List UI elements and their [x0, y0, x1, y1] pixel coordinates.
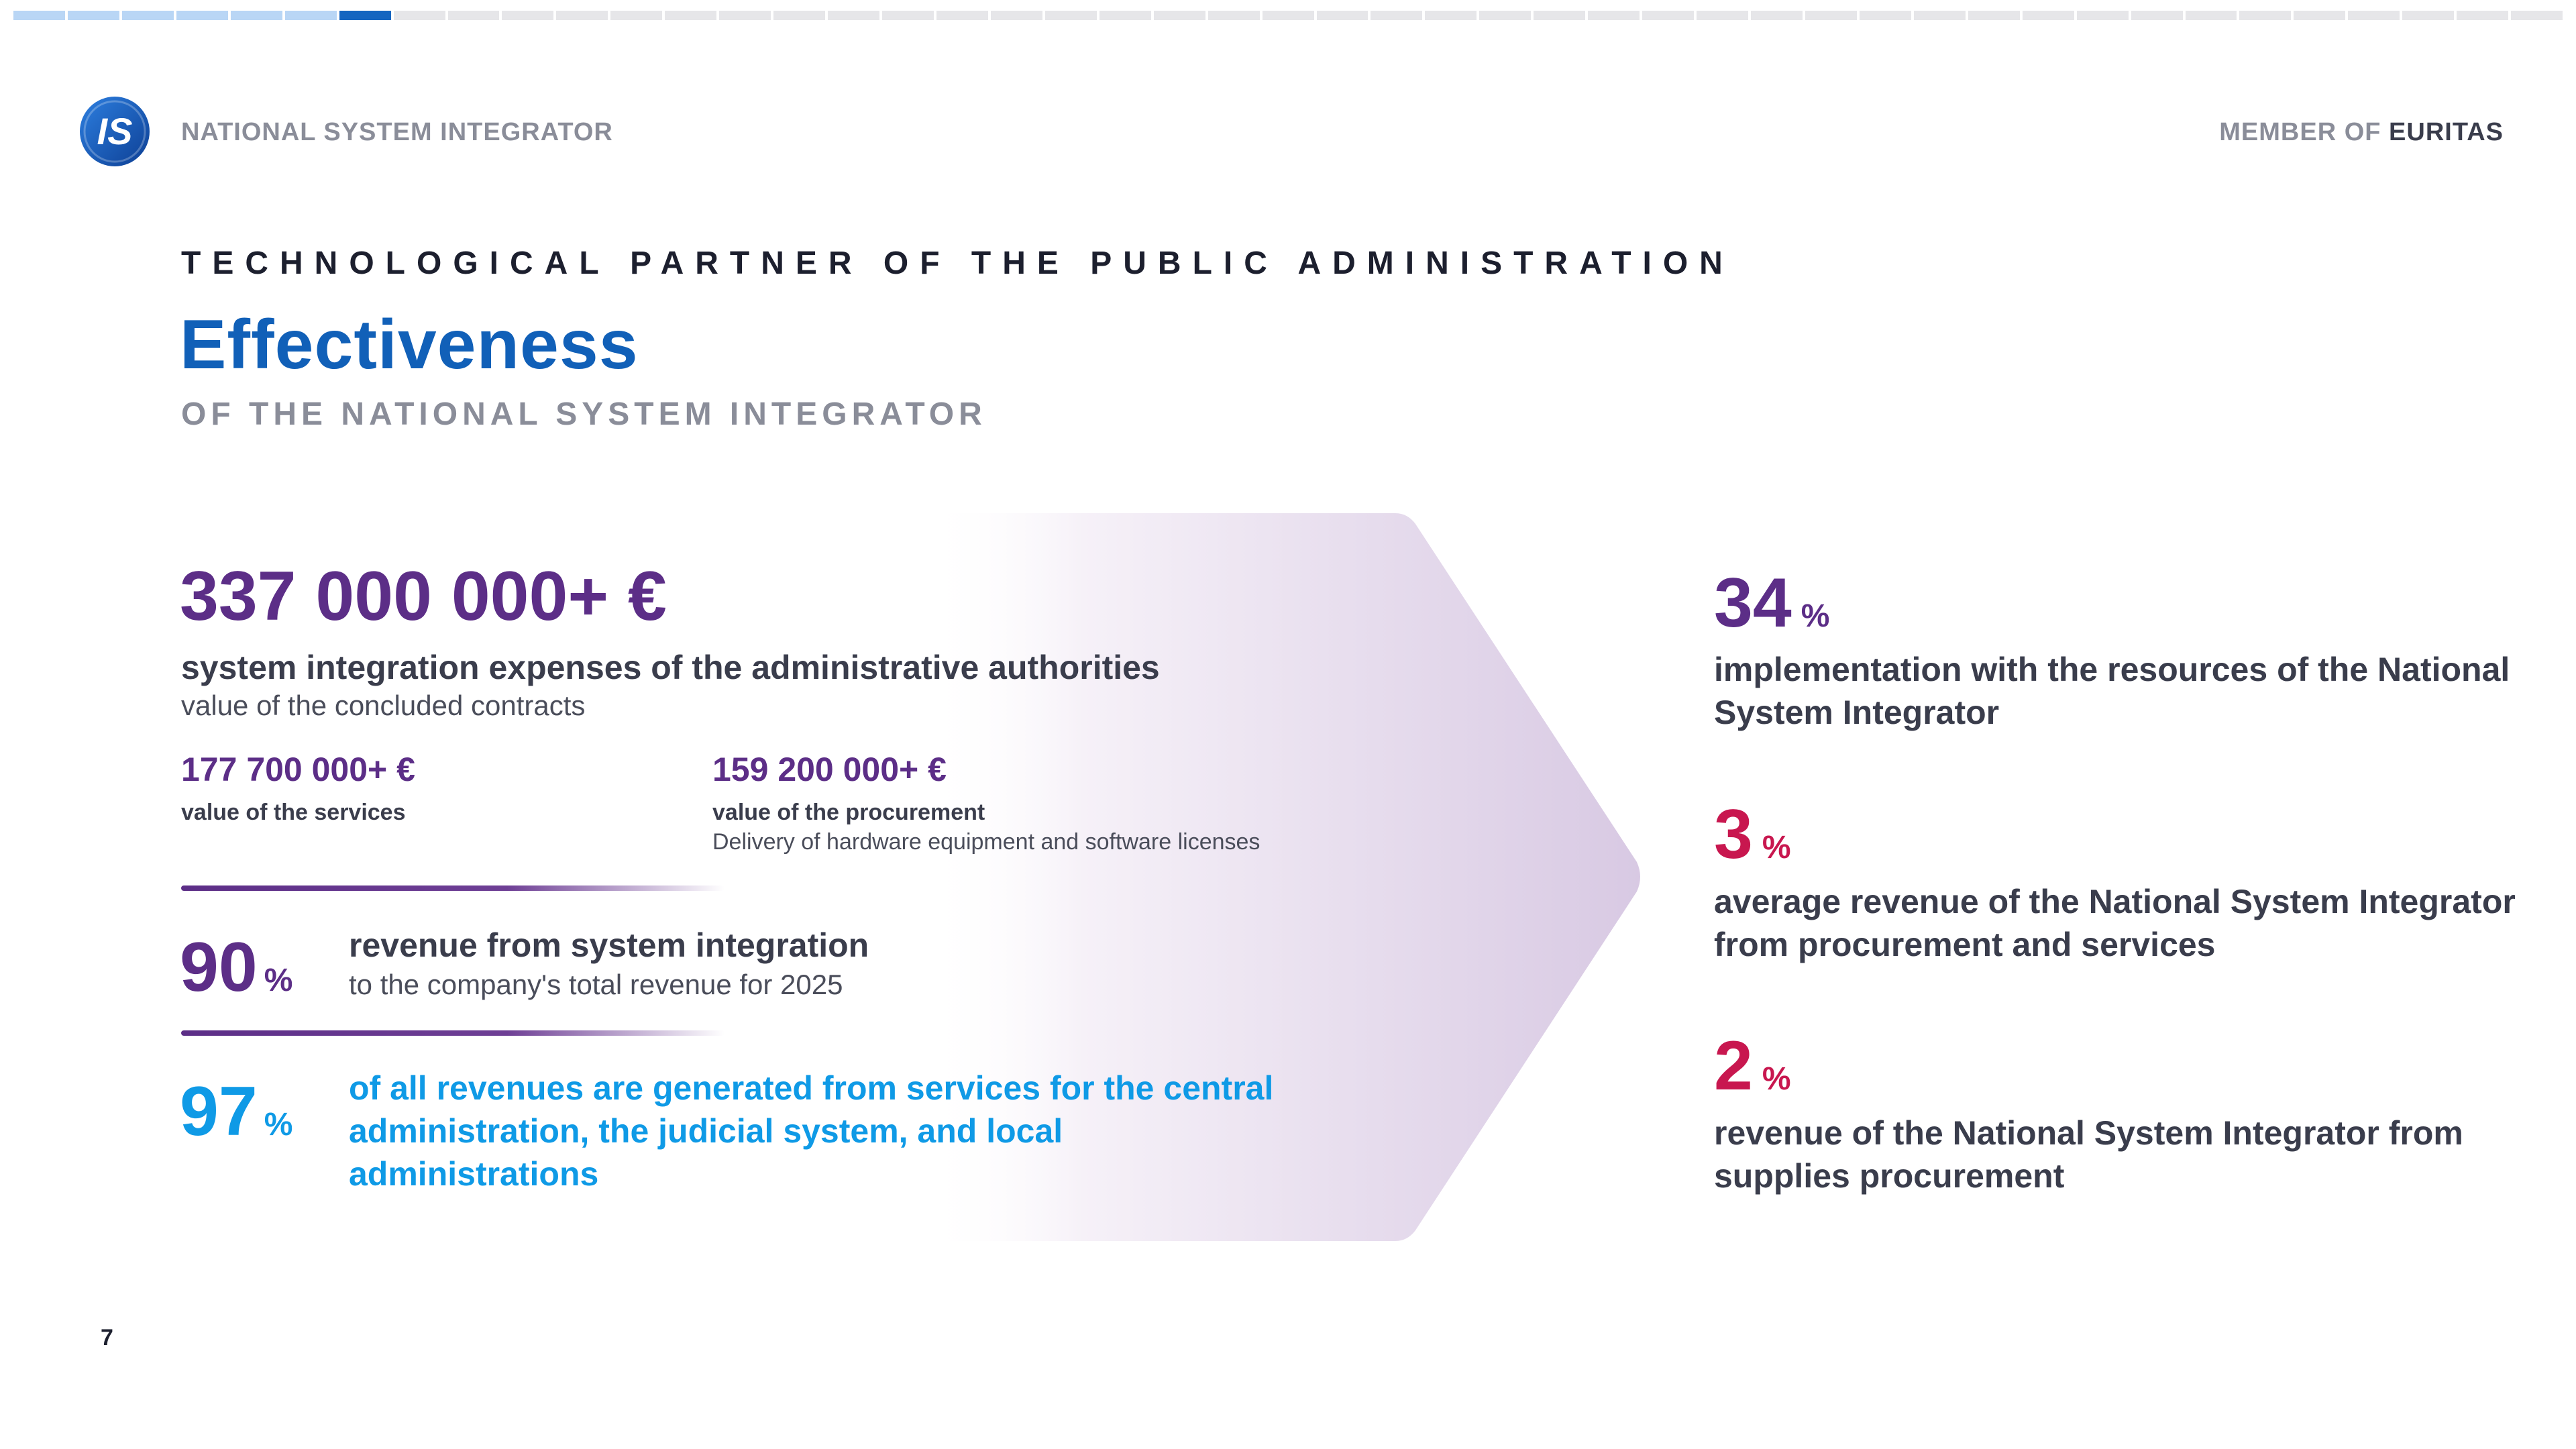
system-integration-subtitle: to the company's total revenue for 2025: [349, 969, 843, 1000]
stat-value: 34: [1714, 564, 1792, 642]
progress-segment: [991, 11, 1042, 20]
progress-segment: [1479, 11, 1531, 20]
membership-prefix: MEMBER OF: [2219, 118, 2390, 146]
progress-segment: [176, 11, 228, 20]
company-logo: [79, 96, 150, 167]
divider-line: [181, 885, 724, 891]
page-title: Effectiveness: [180, 306, 639, 384]
stat-value: 97: [180, 1073, 258, 1150]
progress-segment: [773, 11, 825, 20]
procurement-description: Delivery of hardware equipment and software licenses: [712, 829, 1260, 855]
section-kicker: TECHNOLOGICAL PARTNER OF THE PUBLIC ADMINISTRATION: [181, 246, 1734, 281]
progress-segment: [1371, 11, 1422, 20]
progress-segment: [1208, 11, 1260, 20]
public-sector-revenue-text: of all revenues are generated from services for the central administration, the judicial system, and local administrations: [349, 1069, 1274, 1193]
progress-segment: [502, 11, 553, 20]
progress-segment: [665, 11, 716, 20]
progress-segment: [13, 11, 65, 20]
supplies-revenue-percentage: [1714, 1027, 1791, 1105]
progress-segment: [1914, 11, 1966, 20]
divider-line: [181, 1030, 724, 1036]
page-subtitle: OF THE NATIONAL SYSTEM INTEGRATOR: [181, 396, 987, 432]
stat-value: 2: [1714, 1027, 1753, 1105]
progress-segment: [2077, 11, 2129, 20]
supplies-revenue-text: revenue of the National System Integrator from supplies procurement: [1714, 1114, 2463, 1195]
progress-segment: [1588, 11, 1640, 20]
progress-segment: [610, 11, 662, 20]
progress-segment: [1045, 11, 1097, 20]
procurement-label: value of the procurement: [712, 800, 985, 825]
progress-segment: [828, 11, 879, 20]
progress-segment: [1860, 11, 1911, 20]
percent-sign: %: [264, 1107, 293, 1142]
progress-segment: [2131, 11, 2183, 20]
progress-segment: [231, 11, 282, 20]
logo-text: IS: [97, 110, 133, 152]
slide-progress-bar: [13, 11, 2563, 20]
progress-segment: [2511, 11, 2563, 20]
percent-sign: %: [264, 963, 293, 998]
progress-segment: [1642, 11, 1694, 20]
progress-segment: [68, 11, 119, 20]
public-sector-revenue-percentage: [180, 1073, 293, 1150]
progress-segment: [394, 11, 445, 20]
progress-segment: [1751, 11, 1803, 20]
progress-segment: [936, 11, 988, 20]
progress-segment: [1099, 11, 1151, 20]
page-number: 7: [101, 1325, 113, 1350]
progress-segment: [2023, 11, 2074, 20]
services-amount: 177 700 000+ €: [181, 751, 415, 788]
progress-segment: [2457, 11, 2508, 20]
progress-segment: [1805, 11, 1857, 20]
own-resources-text: implementation with the resources of the National System Integrator: [1714, 651, 2510, 731]
progress-segment: [2294, 11, 2345, 20]
progress-segment: [1534, 11, 1585, 20]
stat-value: 90: [180, 928, 258, 1006]
progress-segment: [1697, 11, 1748, 20]
progress-segment: [2348, 11, 2400, 20]
stat-value: 3: [1714, 796, 1753, 873]
progress-segment: [2239, 11, 2291, 20]
progress-segment: [556, 11, 608, 20]
membership-label: [2219, 118, 2504, 147]
progress-segment: [448, 11, 500, 20]
progress-segment: [882, 11, 934, 20]
progress-segment: [285, 11, 337, 20]
services-label: value of the services: [181, 800, 406, 825]
progress-segment: [1425, 11, 1477, 20]
average-revenue-percentage: [1714, 796, 1791, 873]
progress-segment: [1154, 11, 1205, 20]
progress-segment: [719, 11, 771, 20]
percent-sign: %: [1762, 1061, 1791, 1097]
total-contract-amount: 337 000 000+ €: [180, 557, 667, 635]
total-amount-subcaption: value of the concluded contracts: [181, 690, 586, 721]
system-integration-percentage: [180, 928, 293, 1006]
progress-segment-current: [339, 11, 391, 20]
percent-sign: %: [1801, 598, 1830, 634]
total-amount-caption: system integration expenses of the administrative authorities: [181, 649, 1160, 686]
progress-segment: [1968, 11, 2020, 20]
membership-organization: EURITAS: [2389, 118, 2504, 146]
percent-sign: %: [1762, 830, 1791, 865]
progress-segment: [2402, 11, 2454, 20]
system-integration-title: revenue from system integration: [349, 926, 869, 964]
progress-segment: [1263, 11, 1314, 20]
progress-segment: [2186, 11, 2237, 20]
brand-name: NATIONAL SYSTEM INTEGRATOR: [181, 118, 613, 146]
progress-segment: [1317, 11, 1368, 20]
average-revenue-text: average revenue of the National System Integrator from procurement and services: [1714, 883, 2516, 963]
progress-segment: [122, 11, 174, 20]
procurement-amount: 159 200 000+ €: [712, 751, 947, 788]
own-resources-percentage: [1714, 564, 1830, 642]
